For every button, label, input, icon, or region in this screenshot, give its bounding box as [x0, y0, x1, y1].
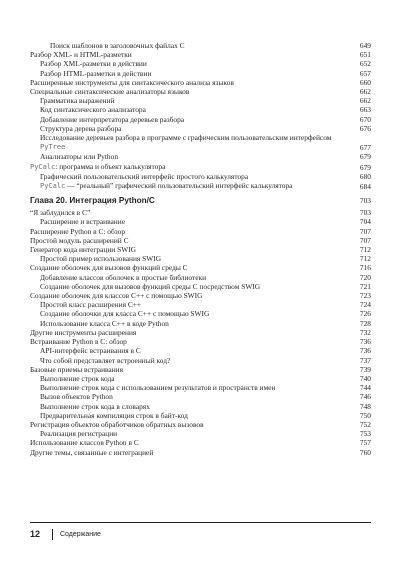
- toc-entry-title: [30, 365, 123, 374]
- toc-entry-title: [40, 273, 206, 282]
- code-term: PyCalc: [40, 182, 66, 191]
- toc-entry-page: 744: [359, 383, 371, 393]
- toc-chapter-20-entries: [30, 208, 371, 456]
- toc-entry[interactable]: [30, 50, 371, 59]
- toc-entry[interactable]: [30, 365, 371, 374]
- chapter-title: Глава 20. Интеграция Python/C: [30, 196, 155, 206]
- toc-entry-page: 676: [359, 123, 371, 133]
- toc-entry-title: [30, 50, 132, 59]
- toc-entry-title: [40, 429, 117, 438]
- toc-entry-page: 712: [359, 245, 371, 255]
- toc-entry-text: Простой класс расширения C++: [40, 300, 142, 310]
- toc-entry-title: [40, 309, 209, 318]
- toc-entry-title: [30, 245, 136, 254]
- toc-entry-text: Выполнение строк кода: [40, 373, 115, 383]
- toc-entry[interactable]: [30, 438, 371, 447]
- toc-entry-title: [30, 448, 153, 457]
- toc-previous-chapter-entries: [30, 41, 371, 191]
- toc-entry[interactable]: [30, 59, 371, 68]
- toc-entry-title: [40, 411, 188, 420]
- toc-entry[interactable]: [30, 383, 371, 392]
- toc-entry[interactable]: [30, 300, 371, 309]
- toc-entry-text: Использование классов Python в C: [30, 438, 139, 448]
- toc-entry-title: [40, 254, 161, 263]
- toc-entry[interactable]: [30, 254, 371, 263]
- toc-entry-text: Реализация регистрации: [40, 429, 118, 439]
- toc-entry-page: 662: [359, 96, 371, 106]
- toc-entry-title: [40, 124, 121, 133]
- toc-entry-page: 723: [359, 291, 371, 301]
- toc-entry-page: 707: [359, 235, 371, 245]
- toc-entry-text: Грамматика выражений: [40, 96, 115, 106]
- toc-entry[interactable]: [30, 87, 371, 96]
- toc-entry-title: [40, 402, 150, 411]
- toc-entry[interactable]: [30, 245, 371, 254]
- page-footer: [30, 529, 371, 541]
- toc-entry[interactable]: [30, 374, 371, 383]
- toc-entry-text: Разбор XML-разметки в действии: [40, 59, 147, 69]
- toc-entry[interactable]: [30, 337, 371, 346]
- toc-entry-page: 662: [359, 87, 371, 97]
- code-term: PyCalc: [30, 162, 56, 171]
- toc-entry-text: Создание оболочки для класса C++ с помощью SWIG: [40, 309, 210, 319]
- toc-entry-page: 736: [359, 346, 371, 356]
- toc-entry[interactable]: [30, 208, 371, 217]
- toc-entry-page: 679: [359, 162, 371, 172]
- toc-entry[interactable]: [30, 273, 371, 282]
- toc-entry-title: [30, 208, 90, 217]
- toc-entry-page: 703: [359, 208, 371, 218]
- toc-entry[interactable]: [30, 133, 371, 152]
- toc-entry-text: Расширение Python в C: обзор: [30, 226, 126, 236]
- toc-entry-page: 657: [359, 68, 371, 78]
- toc-entry-text: Расширенные инструменты для синтаксического анализа языков: [30, 77, 234, 87]
- toc-entry[interactable]: [30, 356, 371, 365]
- toc-entry-title: [40, 105, 146, 114]
- toc-entry[interactable]: [30, 115, 371, 124]
- toc-entry[interactable]: [30, 282, 371, 291]
- toc-entry-title: [30, 162, 165, 171]
- running-title: Содержание: [60, 531, 101, 538]
- toc-entry[interactable]: [30, 402, 371, 411]
- toc-entry-text: Другие инструменты расширения: [30, 327, 137, 337]
- toc-entry-title: [40, 346, 141, 355]
- toc-entry[interactable]: [30, 181, 371, 191]
- toc-entry-text: : программа и объект калькулятора: [55, 161, 166, 171]
- toc-entry[interactable]: [30, 429, 371, 438]
- toc-entry[interactable]: [30, 162, 371, 172]
- toc-entry-text: Код синтаксического анализатора: [40, 105, 146, 115]
- toc-entry-text: Что собой представляет встроенный код?: [40, 355, 171, 365]
- toc-entry-page: 660: [359, 77, 371, 87]
- toc-entry-title: [40, 172, 248, 181]
- toc-entry-title: [40, 392, 113, 401]
- toc-entry-page: 712: [359, 254, 371, 264]
- toc-entry-text: Создание оболочек для вызовов функций среды C: [30, 263, 188, 273]
- toc-entry-text: Встраивание Python в C: обзор: [30, 337, 127, 347]
- toc-entry-page: 704: [359, 217, 371, 227]
- toc-entry-title: [50, 41, 185, 50]
- toc-entry-text: Поиск шаблонов в заголовочных файлах C: [50, 41, 185, 50]
- toc-entry-title: [30, 78, 234, 87]
- toc-entry-text: Исследование деревьев разбора в программе с графическим пользовательским интерфейсом: [40, 133, 332, 143]
- toc-entry-page: 680: [359, 171, 371, 181]
- toc-entry-text: Анализаторы или Python: [40, 152, 119, 162]
- toc-entry[interactable]: [30, 152, 371, 161]
- toc-entry-page: 760: [359, 447, 371, 457]
- toc-entry-title: [40, 115, 184, 124]
- toc-entry[interactable]: [30, 69, 371, 78]
- toc-entry-title: [40, 133, 331, 151]
- toc-entry-page: 736: [359, 337, 371, 347]
- toc-entry-text: Выполнение строк кода в словарях: [40, 401, 150, 411]
- toc-entry-text: Выполнение строк кода с использованием результатов и пространств имен: [40, 383, 276, 393]
- toc-entry-text: Генератор кода интеграции SWIG: [30, 245, 136, 255]
- toc-entry-page: 716: [359, 263, 371, 273]
- toc-entry-text: Простой пример использования SWIG: [40, 254, 162, 264]
- toc-entry-text: Создание оболочек для классов C++ с помощью SWIG: [30, 291, 203, 301]
- toc-entry-page: 739: [359, 364, 371, 374]
- toc-entry-page: 721: [359, 281, 371, 291]
- toc-entry[interactable]: [30, 217, 371, 226]
- toc-entry-text: Базовые приемы встраивания: [30, 364, 124, 374]
- toc-entry-text: Простой модуль расширений C: [30, 235, 129, 245]
- toc-entry-title: [40, 356, 170, 365]
- toc-entry-title: [30, 438, 139, 447]
- toc-entry-page: 732: [359, 327, 371, 337]
- toc-entry-title: [40, 374, 115, 383]
- toc-entry[interactable]: [30, 411, 371, 420]
- toc-entry-page: 746: [359, 392, 371, 402]
- toc-entry-text: API-интерфейс встраивания в C: [40, 346, 141, 356]
- toc-entry-page: 724: [359, 300, 371, 310]
- toc-entry-page: 684: [359, 182, 371, 192]
- toc-entry-page: 740: [359, 373, 371, 383]
- toc-entry-text: Структура дерева разбора: [40, 123, 122, 133]
- toc-entry-text: Регистрация объектов обработчиков обратных вызовов: [30, 419, 204, 429]
- toc-entry[interactable]: [30, 392, 371, 401]
- toc-entry-text: Предварительная компиляция строк в байт-код: [40, 410, 188, 420]
- toc-entry-text: Графический пользовательский интерфейс простого калькулятора: [40, 171, 249, 181]
- toc-entry-page: 652: [359, 59, 371, 69]
- toc-entry-title: [40, 300, 141, 309]
- toc-entry[interactable]: [30, 309, 371, 318]
- toc-entry-page: 663: [359, 105, 371, 115]
- toc-entry-text: Другие темы, связанные с интеграцией: [30, 447, 154, 457]
- toc-entry-page: 707: [359, 226, 371, 236]
- toc-entry-text: “Я заблудился в C”: [30, 208, 91, 218]
- toc-entry-title: [40, 319, 169, 328]
- toc-entry[interactable]: [30, 227, 371, 236]
- toc-entry[interactable]: [30, 448, 371, 457]
- toc-entry-title: [30, 328, 136, 337]
- toc-entry-page: 726: [359, 309, 371, 319]
- toc-entry-title: [30, 87, 189, 96]
- toc-entry-title: [30, 337, 127, 346]
- toc-entry[interactable]: [30, 236, 371, 245]
- toc-entry-page: 720: [359, 272, 371, 282]
- toc-entry-title: [30, 236, 129, 245]
- footer-divider: [30, 522, 371, 523]
- toc-entry-text: Разбор XML- и HTML-разметки: [30, 50, 132, 60]
- toc-entry-text: Вызов объектов Python: [40, 392, 113, 402]
- toc-entry[interactable]: [30, 105, 371, 114]
- toc-entry-text: Разбор HTML-разметки в действии: [40, 68, 152, 78]
- toc-entry-page: 748: [359, 401, 371, 411]
- toc-entry-page: 752: [359, 419, 371, 429]
- toc-entry-text: — “реальный” графический пользовательский интерфейс калькулятора: [65, 181, 293, 191]
- code-term: PyTree: [40, 143, 66, 152]
- toc-entry[interactable]: [30, 263, 371, 272]
- toc-entry-page: 753: [359, 429, 371, 439]
- toc-entry-title: [40, 383, 276, 392]
- toc-entry-page: 757: [359, 438, 371, 448]
- toc-entry-page: 728: [359, 318, 371, 328]
- toc-entry-title: [30, 263, 188, 272]
- toc-entry[interactable]: [30, 291, 371, 300]
- toc-entry-title: [30, 291, 202, 300]
- toc-entry-page: 750: [359, 410, 371, 420]
- toc-entry-text: Расширение и встраивание: [40, 217, 125, 227]
- toc-entry-page: 677: [359, 143, 371, 153]
- toc-entry-title: [40, 217, 125, 226]
- toc-entry-page: 737: [359, 355, 371, 365]
- toc-entry-title: [40, 59, 147, 68]
- toc-entry-title: [40, 282, 260, 291]
- toc-entry[interactable]: [30, 328, 371, 337]
- page-number: 12: [30, 529, 41, 539]
- toc-entry[interactable]: [30, 78, 371, 87]
- toc-entry-title: [30, 227, 125, 236]
- toc-entry-title: [40, 181, 292, 190]
- chapter-heading[interactable]: [30, 196, 371, 206]
- toc-entry-text: Использование класса C++ в коде Python: [40, 318, 169, 328]
- chapter-page-number: 703: [359, 196, 371, 206]
- toc-entry-title: [30, 420, 204, 429]
- toc-entry-text: Специальные синтаксические анализаторы языков: [30, 87, 190, 97]
- table-of-contents: [30, 41, 371, 457]
- toc-entry-text: Создание оболочек для вызовов функций среды C посредством SWIG: [40, 281, 261, 291]
- toc-entry-page: 649: [359, 41, 371, 50]
- toc-entry-text: Добавление классов оболочек в простые библиотеки: [40, 272, 207, 282]
- toc-entry-title: [40, 152, 118, 161]
- toc-entry-page: 679: [359, 152, 371, 162]
- toc-entry-title: [40, 96, 115, 105]
- toc-entry-page: 670: [359, 114, 371, 124]
- toc-entry[interactable]: [30, 420, 371, 429]
- toc-entry[interactable]: [30, 346, 371, 355]
- toc-entry-text: Добавление интерпретатора деревьев разбора: [40, 114, 185, 124]
- toc-entry-page: 651: [359, 50, 371, 60]
- toc-entry[interactable]: [30, 172, 371, 181]
- toc-entry[interactable]: [30, 41, 371, 50]
- toc-entry-title: [40, 69, 151, 78]
- toc-entry[interactable]: [30, 319, 371, 328]
- footer-separator: [52, 529, 53, 540]
- toc-entry[interactable]: [30, 96, 371, 105]
- toc-entry[interactable]: [30, 124, 371, 133]
